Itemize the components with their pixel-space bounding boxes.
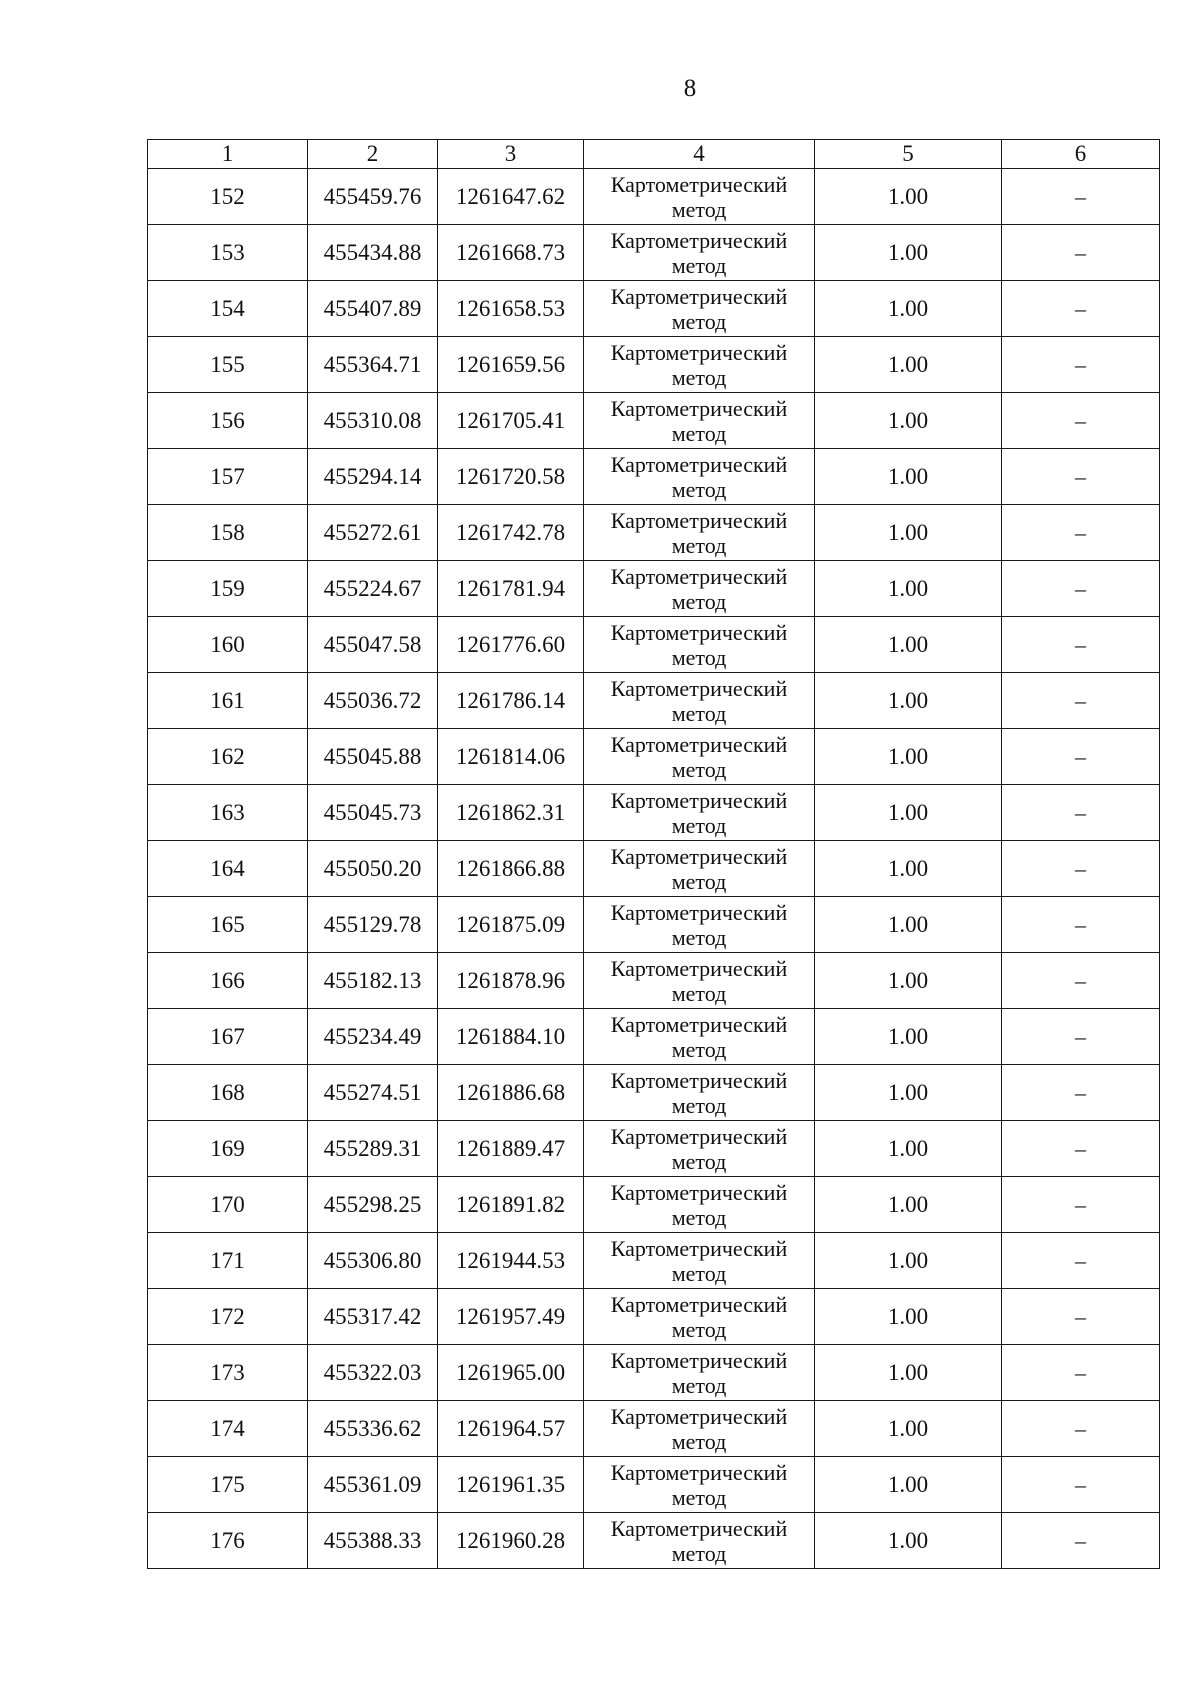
y-coordinate-cell: 1261875.09 (438, 897, 584, 953)
x-coordinate-cell: 455050.20 (308, 841, 438, 897)
x-coordinate-cell: 455336.62 (308, 1401, 438, 1457)
description-cell: – (1002, 449, 1160, 505)
table-row (148, 393, 1160, 449)
point-number-cell: 173 (148, 1345, 308, 1401)
table-row (148, 953, 1160, 1009)
method-cell: Картометрический метод (584, 505, 815, 561)
point-number-cell: 164 (148, 841, 308, 897)
description-cell: – (1002, 281, 1160, 337)
description-cell: – (1002, 393, 1160, 449)
description-cell: – (1002, 561, 1160, 617)
y-coordinate-cell: 1261659.56 (438, 337, 584, 393)
x-coordinate-cell: 455364.71 (308, 337, 438, 393)
accuracy-cell: 1.00 (815, 1233, 1002, 1289)
coordinates-table (147, 139, 1160, 1569)
method-cell: Картометрический метод (584, 225, 815, 281)
point-number-cell: 159 (148, 561, 308, 617)
method-cell: Картометрический метод (584, 281, 815, 337)
description-cell: – (1002, 617, 1160, 673)
table-row (148, 1345, 1160, 1401)
y-coordinate-cell: 1261668.73 (438, 225, 584, 281)
header-cell-2: 2 (308, 140, 438, 169)
page-number: 8 (683, 75, 697, 102)
header-cell-4: 4 (584, 140, 815, 169)
accuracy-cell: 1.00 (815, 1009, 1002, 1065)
point-number-cell: 166 (148, 953, 308, 1009)
accuracy-cell: 1.00 (815, 729, 1002, 785)
table-row (148, 673, 1160, 729)
accuracy-cell: 1.00 (815, 393, 1002, 449)
table-row (148, 617, 1160, 673)
table-row (148, 1177, 1160, 1233)
y-coordinate-cell: 1261776.60 (438, 617, 584, 673)
table-row (148, 1065, 1160, 1121)
description-cell: – (1002, 1345, 1160, 1401)
method-cell: Картометрический метод (584, 449, 815, 505)
method-cell: Картометрический метод (584, 337, 815, 393)
accuracy-cell: 1.00 (815, 1513, 1002, 1569)
point-number-cell: 158 (148, 505, 308, 561)
x-coordinate-cell: 455047.58 (308, 617, 438, 673)
description-cell: – (1002, 1121, 1160, 1177)
method-cell: Картометрический метод (584, 617, 815, 673)
accuracy-cell: 1.00 (815, 505, 1002, 561)
y-coordinate-cell: 1261891.82 (438, 1177, 584, 1233)
point-number-cell: 162 (148, 729, 308, 785)
y-coordinate-cell: 1261866.88 (438, 841, 584, 897)
table-row (148, 841, 1160, 897)
table-row (148, 1457, 1160, 1513)
description-cell: – (1002, 225, 1160, 281)
accuracy-cell: 1.00 (815, 953, 1002, 1009)
x-coordinate-cell: 455272.61 (308, 505, 438, 561)
y-coordinate-cell: 1261862.31 (438, 785, 584, 841)
method-cell: Картометрический метод (584, 673, 815, 729)
point-number-cell: 175 (148, 1457, 308, 1513)
description-cell: – (1002, 841, 1160, 897)
x-coordinate-cell: 455045.73 (308, 785, 438, 841)
header-cell-1: 1 (148, 140, 308, 169)
y-coordinate-cell: 1261964.57 (438, 1401, 584, 1457)
point-number-cell: 169 (148, 1121, 308, 1177)
x-coordinate-cell: 455224.67 (308, 561, 438, 617)
accuracy-cell: 1.00 (815, 169, 1002, 225)
x-coordinate-cell: 455306.80 (308, 1233, 438, 1289)
method-cell: Картометрический метод (584, 953, 815, 1009)
x-coordinate-cell: 455274.51 (308, 1065, 438, 1121)
point-number-cell: 161 (148, 673, 308, 729)
method-cell: Картометрический метод (584, 1065, 815, 1121)
table-row (148, 169, 1160, 225)
accuracy-cell: 1.00 (815, 1121, 1002, 1177)
point-number-cell: 152 (148, 169, 308, 225)
method-cell: Картометрический метод (584, 1401, 815, 1457)
x-coordinate-cell: 455129.78 (308, 897, 438, 953)
table-row (148, 729, 1160, 785)
point-number-cell: 170 (148, 1177, 308, 1233)
description-cell: – (1002, 169, 1160, 225)
method-cell: Картометрический метод (584, 729, 815, 785)
point-number-cell: 153 (148, 225, 308, 281)
x-coordinate-cell: 455388.33 (308, 1513, 438, 1569)
method-cell: Картометрический метод (584, 841, 815, 897)
x-coordinate-cell: 455234.49 (308, 1009, 438, 1065)
method-cell: Картометрический метод (584, 1289, 815, 1345)
method-cell: Картометрический метод (584, 1513, 815, 1569)
y-coordinate-cell: 1261960.28 (438, 1513, 584, 1569)
y-coordinate-cell: 1261742.78 (438, 505, 584, 561)
method-cell: Картометрический метод (584, 169, 815, 225)
accuracy-cell: 1.00 (815, 673, 1002, 729)
table-header-row (148, 140, 1160, 169)
point-number-cell: 157 (148, 449, 308, 505)
y-coordinate-cell: 1261781.94 (438, 561, 584, 617)
method-cell: Картометрический метод (584, 1233, 815, 1289)
x-coordinate-cell: 455459.76 (308, 169, 438, 225)
point-number-cell: 171 (148, 1233, 308, 1289)
y-coordinate-cell: 1261965.00 (438, 1345, 584, 1401)
table-body (148, 169, 1160, 1569)
y-coordinate-cell: 1261647.62 (438, 169, 584, 225)
point-number-cell: 154 (148, 281, 308, 337)
point-number-cell: 172 (148, 1289, 308, 1345)
point-number-cell: 176 (148, 1513, 308, 1569)
table-row (148, 1289, 1160, 1345)
description-cell: – (1002, 673, 1160, 729)
accuracy-cell: 1.00 (815, 449, 1002, 505)
table-row (148, 225, 1160, 281)
table-row (148, 449, 1160, 505)
description-cell: – (1002, 729, 1160, 785)
description-cell: – (1002, 1177, 1160, 1233)
table-row (148, 1121, 1160, 1177)
table-row (148, 281, 1160, 337)
y-coordinate-cell: 1261889.47 (438, 1121, 584, 1177)
x-coordinate-cell: 455294.14 (308, 449, 438, 505)
point-number-cell: 165 (148, 897, 308, 953)
point-number-cell: 156 (148, 393, 308, 449)
description-cell: – (1002, 1065, 1160, 1121)
description-cell: – (1002, 953, 1160, 1009)
description-cell: – (1002, 1289, 1160, 1345)
header-cell-3: 3 (438, 140, 584, 169)
point-number-cell: 155 (148, 337, 308, 393)
y-coordinate-cell: 1261961.35 (438, 1457, 584, 1513)
method-cell: Картометрический метод (584, 1009, 815, 1065)
table-row (148, 505, 1160, 561)
x-coordinate-cell: 455036.72 (308, 673, 438, 729)
y-coordinate-cell: 1261814.06 (438, 729, 584, 785)
accuracy-cell: 1.00 (815, 897, 1002, 953)
description-cell: – (1002, 505, 1160, 561)
header-cell-6: 6 (1002, 140, 1160, 169)
method-cell: Картометрический метод (584, 1121, 815, 1177)
method-cell: Картометрический метод (584, 1345, 815, 1401)
point-number-cell: 160 (148, 617, 308, 673)
y-coordinate-cell: 1261786.14 (438, 673, 584, 729)
point-number-cell: 174 (148, 1401, 308, 1457)
accuracy-cell: 1.00 (815, 1457, 1002, 1513)
accuracy-cell: 1.00 (815, 1177, 1002, 1233)
y-coordinate-cell: 1261957.49 (438, 1289, 584, 1345)
method-cell: Картометрический метод (584, 561, 815, 617)
accuracy-cell: 1.00 (815, 785, 1002, 841)
accuracy-cell: 1.00 (815, 1065, 1002, 1121)
x-coordinate-cell: 455310.08 (308, 393, 438, 449)
description-cell: – (1002, 897, 1160, 953)
point-number-cell: 163 (148, 785, 308, 841)
table-row (148, 1009, 1160, 1065)
accuracy-cell: 1.00 (815, 1401, 1002, 1457)
y-coordinate-cell: 1261658.53 (438, 281, 584, 337)
description-cell: – (1002, 1401, 1160, 1457)
description-cell: – (1002, 337, 1160, 393)
y-coordinate-cell: 1261884.10 (438, 1009, 584, 1065)
point-number-cell: 168 (148, 1065, 308, 1121)
x-coordinate-cell: 455434.88 (308, 225, 438, 281)
point-number-cell: 167 (148, 1009, 308, 1065)
x-coordinate-cell: 455298.25 (308, 1177, 438, 1233)
accuracy-cell: 1.00 (815, 337, 1002, 393)
y-coordinate-cell: 1261886.68 (438, 1065, 584, 1121)
y-coordinate-cell: 1261878.96 (438, 953, 584, 1009)
x-coordinate-cell: 455289.31 (308, 1121, 438, 1177)
x-coordinate-cell: 455361.09 (308, 1457, 438, 1513)
description-cell: – (1002, 1009, 1160, 1065)
x-coordinate-cell: 455407.89 (308, 281, 438, 337)
table-row (148, 1513, 1160, 1569)
x-coordinate-cell: 455317.42 (308, 1289, 438, 1345)
x-coordinate-cell: 455322.03 (308, 1345, 438, 1401)
table-row (148, 785, 1160, 841)
method-cell: Картометрический метод (584, 393, 815, 449)
accuracy-cell: 1.00 (815, 841, 1002, 897)
x-coordinate-cell: 455182.13 (308, 953, 438, 1009)
accuracy-cell: 1.00 (815, 1289, 1002, 1345)
header-cell-5: 5 (815, 140, 1002, 169)
accuracy-cell: 1.00 (815, 281, 1002, 337)
table-row (148, 1233, 1160, 1289)
table-row (148, 897, 1160, 953)
description-cell: – (1002, 1457, 1160, 1513)
y-coordinate-cell: 1261705.41 (438, 393, 584, 449)
y-coordinate-cell: 1261720.58 (438, 449, 584, 505)
method-cell: Картометрический метод (584, 1457, 815, 1513)
method-cell: Картометрический метод (584, 785, 815, 841)
accuracy-cell: 1.00 (815, 1345, 1002, 1401)
table-row (148, 1401, 1160, 1457)
y-coordinate-cell: 1261944.53 (438, 1233, 584, 1289)
description-cell: – (1002, 1513, 1160, 1569)
accuracy-cell: 1.00 (815, 617, 1002, 673)
description-cell: – (1002, 1233, 1160, 1289)
table-row (148, 337, 1160, 393)
description-cell: – (1002, 785, 1160, 841)
method-cell: Картометрический метод (584, 897, 815, 953)
accuracy-cell: 1.00 (815, 225, 1002, 281)
x-coordinate-cell: 455045.88 (308, 729, 438, 785)
table-row (148, 561, 1160, 617)
method-cell: Картометрический метод (584, 1177, 815, 1233)
accuracy-cell: 1.00 (815, 561, 1002, 617)
